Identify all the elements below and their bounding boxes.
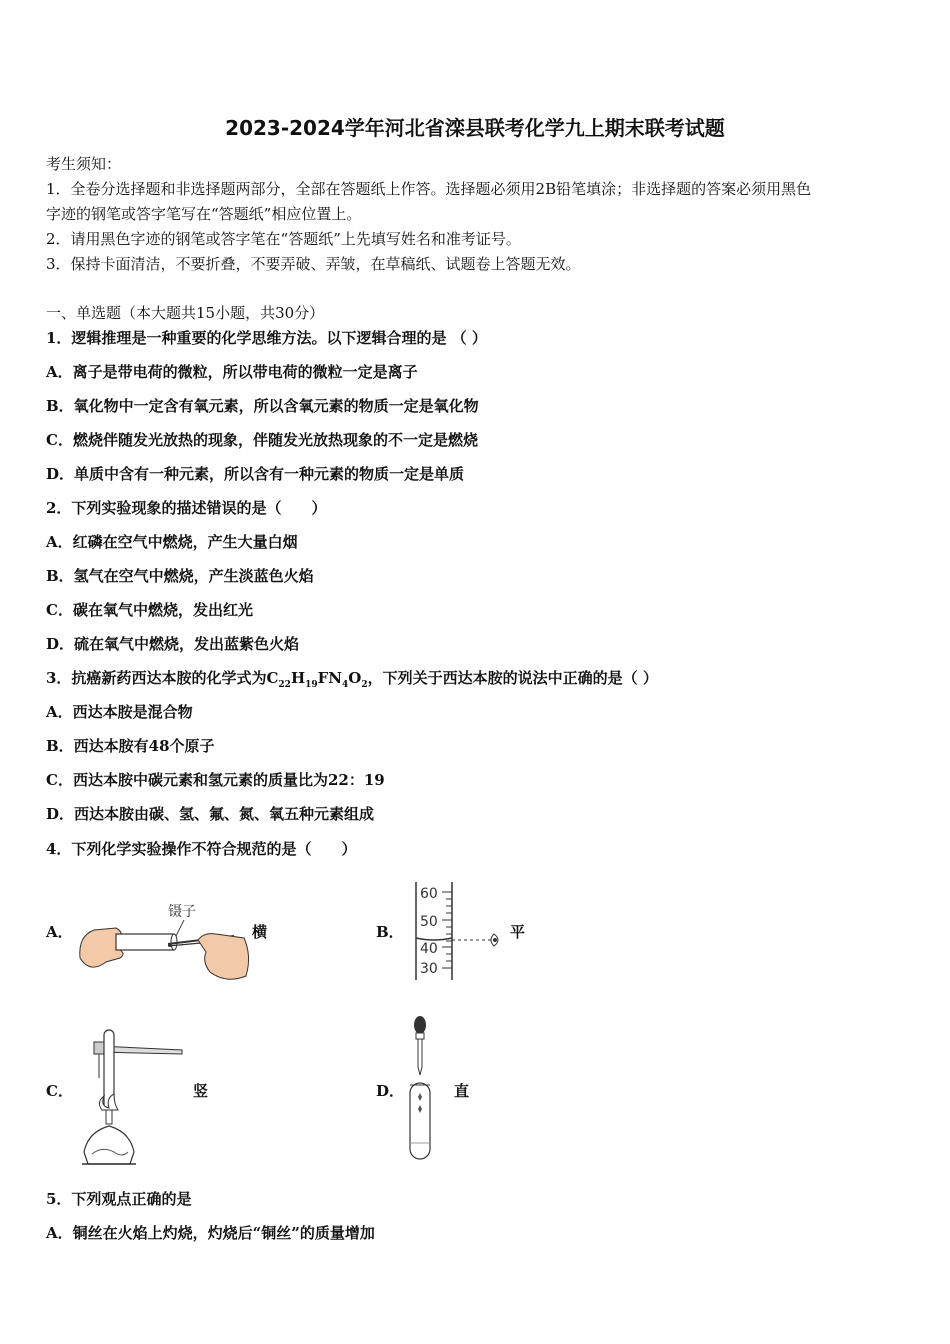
q4-label-d: D． — [376, 1082, 405, 1100]
svg-text:30: 30 — [420, 961, 438, 977]
q4-caption-d: 直 — [454, 1082, 470, 1100]
q3-option-d: D．西达本胺由碳、氢、氟、氮、氧五种元素组成 — [46, 805, 375, 823]
q5-option-a: A．铜丝在火焰上灼烧，灼烧后“铜丝”的质量增加 — [46, 1224, 375, 1242]
q1-option-c: C．燃烧伴随发光放热的现象，伴随发光放热现象的不一定是燃烧 — [46, 431, 478, 449]
q2-option-b: B．氢气在空气中燃烧，产生淡蓝色火焰 — [46, 567, 314, 585]
notice-item-3: 3．保持卡面清洁，不要折叠，不要弄破、弄皱，在草稿纸、试题卷上答题无效。 — [46, 255, 581, 273]
q3-stem-pre: 3．抗癌新药西达本胺的化学式为 — [46, 669, 267, 687]
q4-caption-c: 竖 — [193, 1082, 209, 1100]
q3-stem-post: ，下列关于西达本胺的说法中正确的是（ ） — [367, 669, 658, 687]
q3-option-a: A．西达本胺是混合物 — [46, 703, 193, 721]
q4-label-b: B． — [376, 923, 404, 941]
q3-stem — [46, 667, 658, 690]
q4-caption-b: 平 — [510, 923, 526, 941]
q1-option-d: D．单质中含有一种元素，所以含有一种元素的物质一定是单质 — [46, 465, 465, 483]
q4-caption-a: 横 — [252, 923, 268, 941]
svg-text:40: 40 — [420, 941, 438, 957]
q5-stem: 5．下列观点正确的是 — [46, 1190, 192, 1208]
chemical-formula: $C_{22}H_{19}FN_4O_2$ — [266, 669, 368, 690]
svg-text:50: 50 — [420, 914, 438, 930]
q1-option-b: B．氧化物中一定含有氧元素，所以含氧元素的物质一定是氧化物 — [46, 397, 479, 415]
q4-stem: 4．下列化学实验操作不符合规范的是（ ） — [46, 840, 357, 858]
q4-label-c: C． — [46, 1082, 73, 1100]
q1-option-a: A．离子是带电荷的微粒，所以带电荷的微粒一定是离子 — [46, 363, 418, 381]
svg-text:60: 60 — [420, 886, 438, 902]
q2-option-a: A．红磷在空气中燃烧，产生大量白烟 — [46, 533, 298, 551]
section-heading: 一、单选题（本大题共15小题，共30分） — [46, 304, 325, 322]
q3-option-b: B．西达本胺有48个原子 — [46, 737, 215, 755]
notice-heading: 考生须知： — [46, 155, 122, 173]
q2-stem: 2．下列实验现象的描述错误的是（ ） — [46, 499, 327, 517]
q4-label-a: A． — [46, 923, 73, 941]
q3-option-c: C．西达本胺中碳元素和氢元素的质量比为22：19 — [46, 771, 385, 789]
dropper-figure — [404, 1015, 444, 1163]
heating-test-tube-figure — [78, 1028, 188, 1168]
q2-option-d: D．硫在氧气中燃烧，发出蓝紫色火焰 — [46, 635, 300, 653]
notice-item-1: 1．全卷分选择题和非选择题两部分，全部在答题纸上作答。选择题必须用2B铅笔填涂；非选择题的答案必须用黑色 — [46, 180, 812, 198]
graduated-cylinder-figure — [410, 880, 520, 984]
notice-item-2: 2．请用黑色字迹的钢笔或答字笔在“答题纸”上先填写姓名和准考证号。 — [46, 230, 521, 248]
tweezers-figure — [76, 896, 256, 986]
q2-option-c: C．碳在氧气中燃烧，发出红光 — [46, 601, 253, 619]
page-title: 2023-2024学年河北省滦县联考化学九上期末联考试题 — [225, 116, 725, 140]
notice-item-1-cont: 字迹的钢笔或答字笔写在“答题纸”相应位置上。 — [46, 205, 362, 223]
tweezers-label: 镊子 — [168, 904, 196, 920]
q1-stem: 1．逻辑推理是一种重要的化学思维方法。以下逻辑合理的是 （ ） — [46, 329, 487, 347]
